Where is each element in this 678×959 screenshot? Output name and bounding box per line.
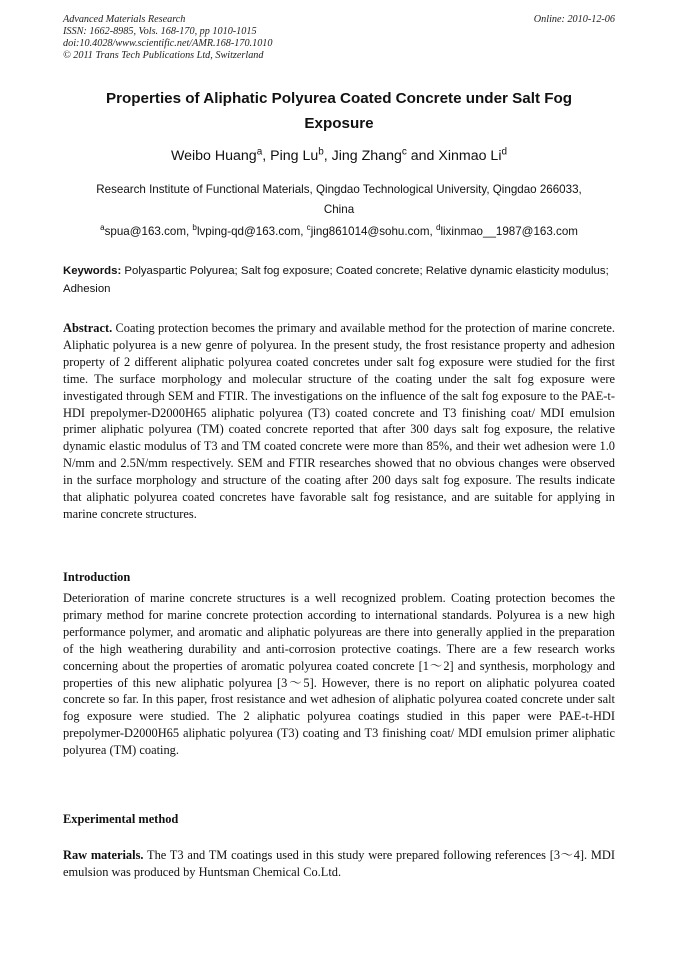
raw-materials-text: The T3 and TM coatings used in this study were prepared following references [3～4]. MDI emulsion was produced by Huntsman Chemical Co.Ltd. (63, 848, 615, 879)
author-separator: , (323, 148, 332, 164)
author-name: Ping Lu (270, 148, 319, 164)
keywords-text: Polyaspartic Polyurea; Salt fog exposure; Coated concrete; Relative dynamic elasticity modulus; Adhesion (63, 265, 609, 295)
title-line-2: Exposure (304, 115, 374, 132)
online-date: Online: 2010-12-06 (533, 14, 615, 25)
author-separator: , (262, 148, 271, 164)
journal-header (63, 14, 483, 62)
keywords-section (63, 262, 615, 298)
experimental-heading: Experimental method (63, 812, 179, 826)
author-name: Weibo Huang (170, 148, 257, 164)
author-list (63, 146, 615, 166)
author-superscript: b (318, 146, 324, 158)
author-name: Xinmao Li (438, 148, 502, 164)
introduction-heading: Introduction (63, 570, 131, 584)
abstract-label: Abstract. (63, 321, 113, 335)
abstract-text: Coating protection becomes the primary and available method for the protection of marine concrete. Aliphatic polyurea is a new genre of polyurea. In the present study, the frost resistance property and adhesion property of 2 different aliphatic polyurea coated concretes under salt fog exposure were studied for the first time. The surface morphology and molecular structure of the coating under the salt fog exposure were investigated through SEM and FTIR. The investigations on the influence of the salt fog exposure to the PAE-t-HDI prepolymer-D2000H65 aliphatic polyurea (T3) coated concrete and T3 finishing coat/ MDI emulsion primer aliphatic polyurea (TM) coated concrete reported that after 300 days salt fog exposure, the relative dynamic elastic modulus of T3 and TM coated concrete were more than 85%, and their wet adhesion were 1.0 N/mm and 2.5N/mm respectively. SEM and FTIR researches showed that no obvious changes were observed in the surface morphology and structure of the coating after 200 days salt fog exposure. The results indicate that aliphatic polyurea coated concretes have favorable salt fog resistance, and are suitable for applying in marine concrete structures. (63, 321, 615, 521)
author-name: Jing Zhang (331, 148, 402, 164)
affiliation (63, 180, 615, 220)
email-address: lvping-qd@163.com, (196, 225, 307, 238)
author-superscript: c (401, 146, 407, 158)
email-address: lixinmao__1987@163.com (440, 225, 578, 238)
email-address: jing861014@sohu.com, (310, 225, 436, 238)
issn-line: ISSN: 1662-8985, Vols. 168-170, pp 1010-1015 (63, 26, 257, 37)
email-superscript: d (435, 223, 441, 233)
keywords-label: Keywords: (63, 265, 122, 277)
abstract-section (63, 320, 615, 523)
paper-title (63, 86, 615, 136)
title-line-1: Properties of Aliphatic Polyurea Coated Concrete under Salt Fog (105, 90, 573, 107)
affiliation-line-2: China (323, 203, 355, 216)
raw-materials-paragraph (63, 847, 615, 881)
affiliation-line-1: Research Institute of Functional Materials, Qingdao Technological University, Qingdao 266033, (96, 183, 582, 196)
journal-name: Advanced Materials Research (63, 14, 186, 25)
email-address: spua@163.com, (104, 225, 193, 238)
email-superscript: c (306, 223, 311, 233)
doi-line: doi:10.4028/www.scientific.net/AMR.168-170.1010 (63, 38, 273, 49)
email-list (63, 222, 615, 242)
introduction-text: Deterioration of marine concrete structures is a well recognized problem. Coating protection becomes the primary method for marine concrete protection according to international standards. Polyurea is a new high performance polymer, and aromatic and aliphatic polyureas are there into generally applied in the preparation of the high weathering durability and anti-corrosion protective coatings. There are a few research works concerning about the properties of aromatic polyurea coated concrete [1～2] and synthesis, morphology and properties of this new aliphatic polyurea [3～5]. However, there is no report on aliphatic polyurea coated concrete so far. In this paper, frost resistance and wet adhesion of aliphatic polyurea coated concrete under salt fog exposure were studied. The 2 aliphatic polyurea coatings studied in this paper were PAE-t-HDI prepolymer-D2000H65 aliphatic polyurea (T3) coating and T3 finishing coat/ MDI emulsion primer aliphatic polyurea (TM) coating. (63, 591, 615, 758)
author-separator: and (406, 148, 439, 164)
author-superscript: d (501, 146, 508, 158)
email-superscript: b (192, 223, 197, 233)
author-superscript: a (256, 146, 263, 158)
raw-materials-label: Raw materials. (63, 848, 144, 862)
email-superscript: a (100, 223, 105, 233)
copyright-line: © 2011 Trans Tech Publications Ltd, Switzerland (63, 50, 264, 61)
